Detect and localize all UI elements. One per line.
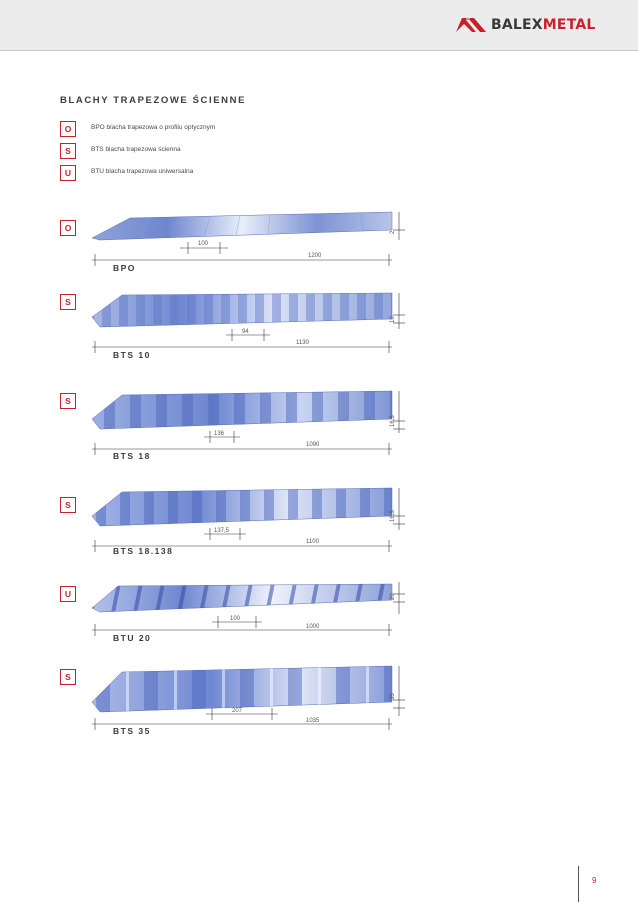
height-dimension: 35 — [390, 693, 396, 700]
width-dimension: 1200 — [308, 253, 322, 259]
profile-bts-18-138 — [0, 482, 638, 572]
width-dimension: 1100 — [306, 539, 319, 545]
profile-tag: S — [60, 497, 76, 513]
section-title: BLACHY TRAPEZOWE ŚCIENNE — [60, 95, 247, 106]
legend-tag: U — [60, 165, 76, 181]
width-dimension: 1000 — [306, 624, 320, 630]
pitch-dimension: 94 — [242, 329, 249, 335]
height-dimension: 10 — [390, 316, 396, 323]
profile-bts-10 — [0, 285, 638, 375]
profile-drawing — [0, 385, 638, 475]
legend-tag: O — [60, 121, 76, 137]
logo-chevron-icon — [456, 18, 486, 32]
height-dimension: 16,5 — [390, 415, 396, 427]
legend-text: BTU blacha trapezowa uniwersalna — [91, 168, 194, 175]
profile-tag: U — [60, 586, 76, 602]
profile-name: BPO — [113, 263, 136, 273]
profile-drawing — [0, 482, 638, 572]
height-dimension: 2 — [390, 230, 396, 234]
page-number: 9 — [592, 876, 597, 885]
width-dimension: 1130 — [296, 340, 309, 346]
profile-tag: S — [60, 393, 76, 409]
profile-tag: O — [60, 220, 76, 236]
logo-text-balex: BALEX — [491, 17, 543, 33]
profile-tag: S — [60, 294, 76, 310]
profile-drawing — [0, 190, 638, 280]
profile-name: BTS 35 — [113, 726, 151, 736]
width-dimension: 1035 — [306, 718, 320, 724]
pitch-dimension: 100 — [230, 616, 241, 622]
pitch-dimension: 100 — [198, 241, 209, 247]
height-dimension: 16,5 — [390, 510, 396, 522]
profile-bts-35 — [0, 662, 638, 752]
legend-text: BTS blacha trapezowa ścienna — [91, 146, 181, 153]
logo-text-metal: METAL — [542, 17, 596, 33]
height-dimension: 20 — [390, 593, 396, 600]
pitch-dimension: 207 — [232, 708, 243, 714]
profile-bts-18 — [0, 385, 638, 475]
pitch-dimension: 136 — [214, 431, 225, 437]
balexmetal-logo — [456, 15, 596, 35]
profile-name: BTS 10 — [113, 350, 151, 360]
legend-text: BPO blacha trapezowa o profilu optycznym — [91, 124, 216, 131]
profile-tag: S — [60, 669, 76, 685]
page-divider — [578, 866, 579, 902]
profile-drawing — [0, 578, 638, 668]
profile-btu-20 — [0, 578, 638, 668]
page-header — [0, 0, 638, 51]
width-dimension: 1090 — [306, 442, 320, 448]
profile-bpo — [0, 190, 638, 280]
profile-name: BTS 18 — [113, 451, 151, 461]
profile-drawing — [0, 662, 638, 752]
profile-drawing — [0, 285, 638, 375]
legend-tag: S — [60, 143, 76, 159]
profile-name: BTU 20 — [113, 633, 152, 643]
pitch-dimension: 137,5 — [214, 528, 230, 534]
profile-name: BTS 18.138 — [113, 546, 174, 556]
